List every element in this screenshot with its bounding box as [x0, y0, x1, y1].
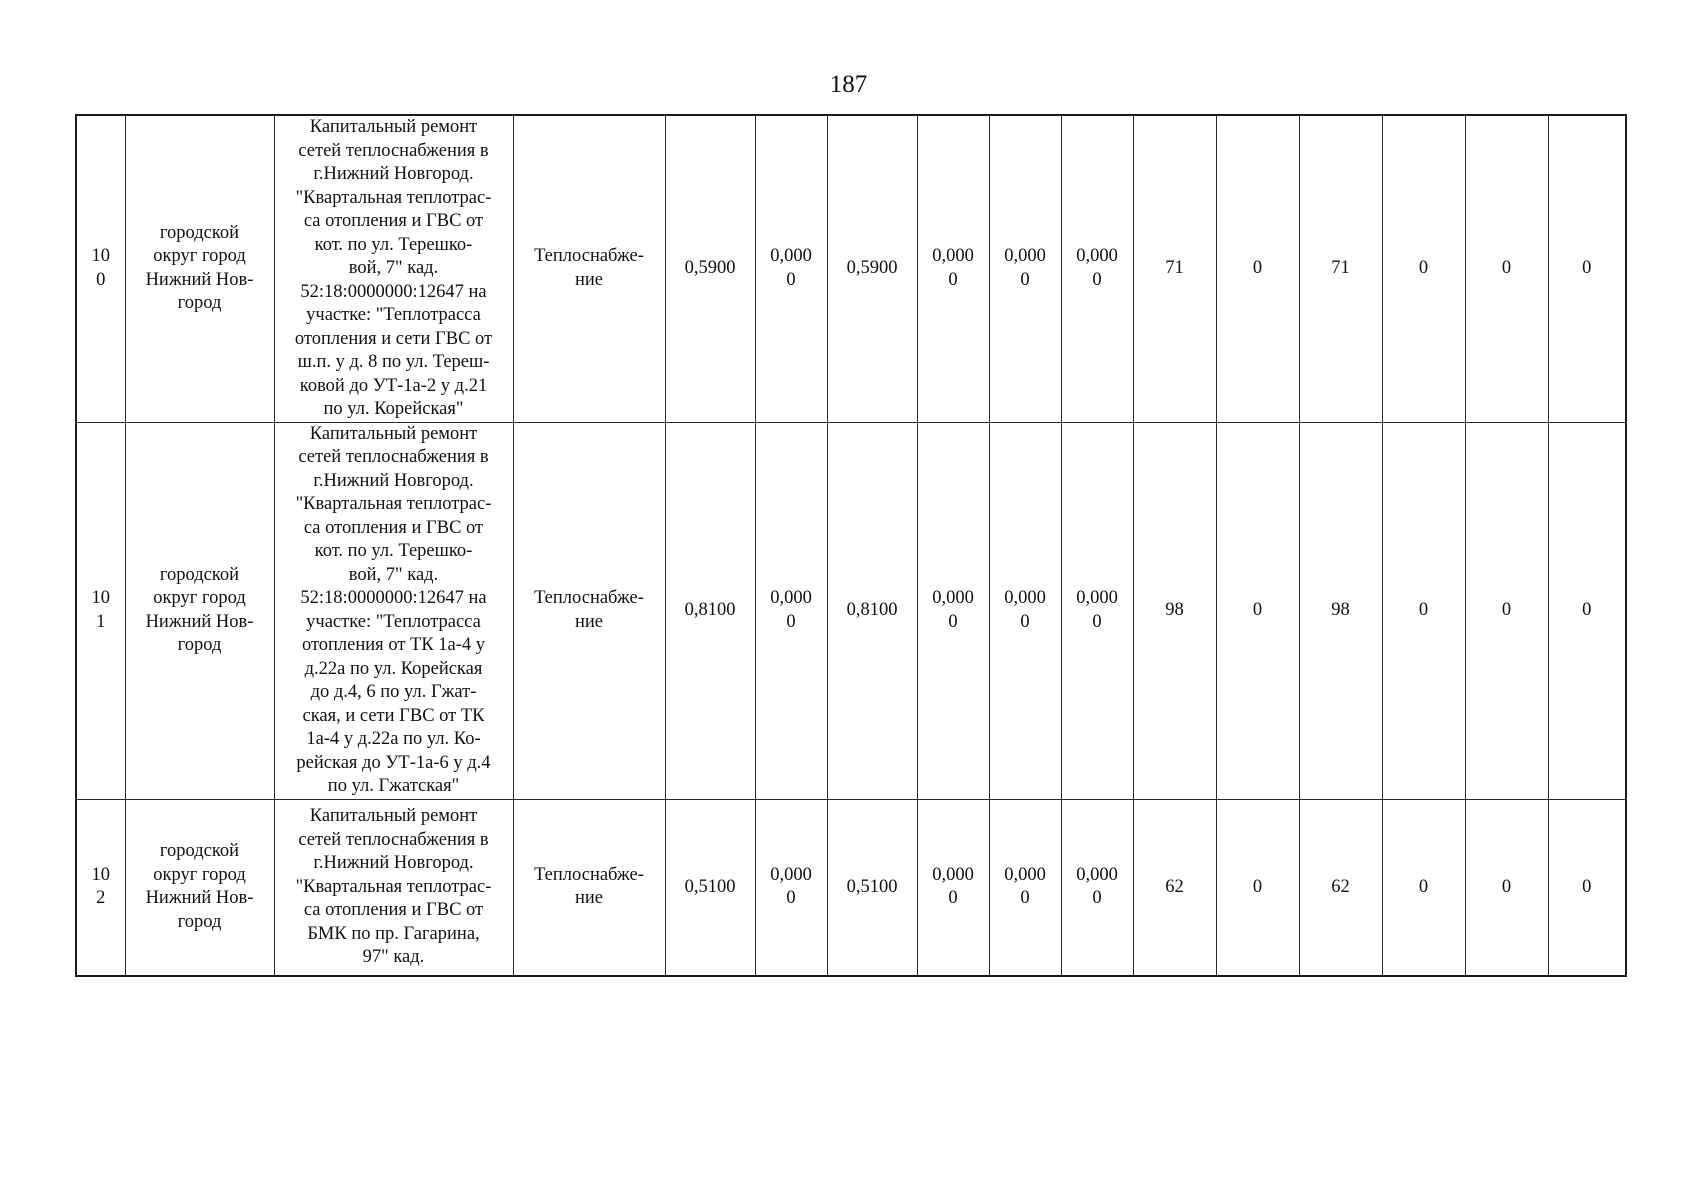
row-number: 10 1 [76, 422, 125, 799]
type-cell: Теплоснабже- ние [513, 422, 665, 799]
description-cell: Капитальный ремонт сетей теплоснабжения в г.Нижний Новгород. "Квартальная теплотрас- са отопления и ГВС от БМК по пр. Гагарина, 97" кад. [274, 799, 513, 976]
value-cell: 0,000 0 [755, 115, 827, 422]
table-row [76, 422, 1626, 799]
type-cell: Теплоснабже- ние [513, 115, 665, 422]
value-cell: 0,000 0 [989, 115, 1061, 422]
value-cell: 0 [1548, 115, 1626, 422]
value-cell: 0 [1465, 422, 1548, 799]
value-cell: 0,000 0 [989, 422, 1061, 799]
row-number: 10 0 [76, 115, 125, 422]
value-cell: 0 [1216, 799, 1299, 976]
value-cell: 0 [1216, 422, 1299, 799]
value-cell: 0 [1548, 799, 1626, 976]
row-number: 10 2 [76, 799, 125, 976]
value-cell: 98 [1133, 422, 1216, 799]
projects-table [75, 114, 1627, 977]
municipality-cell: городской округ город Нижний Нов- город [125, 799, 274, 976]
value-cell: 0 [1465, 799, 1548, 976]
value-cell: 98 [1299, 422, 1382, 799]
value-cell: 0,5900 [665, 115, 755, 422]
description-cell: Капитальный ремонт сетей теплоснабжения в г.Нижний Новгород. "Квартальная теплотрас- са отопления и ГВС от кот. по ул. Терешко- вой, 7" кад. 52:18:0000000:12647 на участке: "Теплотрасса отопления от ТК 1а-4 у д.22а по ул. Корейская до д.4, 6 по ул. Гжат- ская, и сети ГВС от ТК 1а-4 у д.22а по ул. Ко- рейская до УТ-1а-6 у д.4 по ул. Гжатская" [274, 422, 513, 799]
value-cell: 0,000 0 [755, 422, 827, 799]
value-cell: 0,5100 [665, 799, 755, 976]
value-cell: 0,000 0 [917, 115, 989, 422]
value-cell: 0,000 0 [1061, 799, 1133, 976]
value-cell: 62 [1299, 799, 1382, 976]
value-cell: 0,8100 [665, 422, 755, 799]
value-cell: 71 [1299, 115, 1382, 422]
value-cell: 0,5900 [827, 115, 917, 422]
value-cell: 0 [1382, 799, 1465, 976]
page-number: 187 [829, 71, 868, 98]
value-cell: 0 [1465, 115, 1548, 422]
municipality-cell: городской округ город Нижний Нов- город [125, 422, 274, 799]
description-cell: Капитальный ремонт сетей теплоснабжения в г.Нижний Новгород. "Квартальная теплотрас- са отопления и ГВС от кот. по ул. Терешко- вой, 7" кад. 52:18:0000000:12647 на участке: "Теплотрасса отопления и сети ГВС от ш.п. у д. 8 по ул. Тереш- ковой до УТ-1а-2 у д.21 по ул. Корейская" [274, 115, 513, 422]
value-cell: 71 [1133, 115, 1216, 422]
value-cell: 0 [1548, 422, 1626, 799]
value-cell: 0,000 0 [989, 799, 1061, 976]
value-cell: 0 [1216, 115, 1299, 422]
value-cell: 0,000 0 [917, 422, 989, 799]
municipality-cell: городской округ город Нижний Нов- город [125, 115, 274, 422]
value-cell: 0,8100 [827, 422, 917, 799]
value-cell: 0,000 0 [1061, 115, 1133, 422]
value-cell: 0,000 0 [917, 799, 989, 976]
value-cell: 0 [1382, 422, 1465, 799]
type-cell: Теплоснабже- ние [513, 799, 665, 976]
table-row [76, 115, 1626, 422]
value-cell: 62 [1133, 799, 1216, 976]
value-cell: 0,000 0 [1061, 422, 1133, 799]
value-cell: 0,000 0 [755, 799, 827, 976]
value-cell: 0 [1382, 115, 1465, 422]
value-cell: 0,5100 [827, 799, 917, 976]
table-row [76, 799, 1626, 976]
